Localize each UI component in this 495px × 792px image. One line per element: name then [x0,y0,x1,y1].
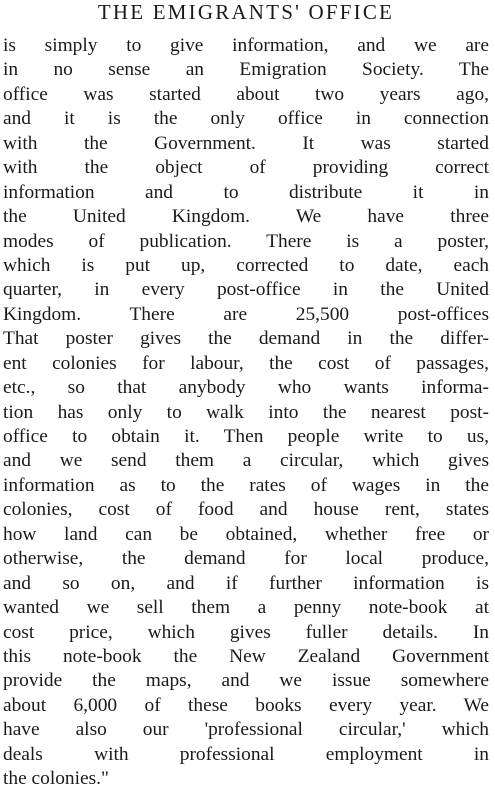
text-line: cost price, which gives fuller details. In [3,621,489,643]
text-line: Kingdom. There are 25,500 post-offices [3,303,489,325]
text-line: deals with professional employment in [3,743,489,765]
text-line: how land can be obtained, whether free or [3,523,489,545]
text-line: office to obtain it. Then people write to us, [3,426,489,447]
text-line: tion has only to walk into the nearest post- [3,401,489,423]
text-line: with the Government. It was started [3,132,489,154]
text-line: office was started about two years ago, [3,83,489,105]
text-line: etc., so that anybody who wants informa- [3,377,489,399]
text-line: which is put up, corrected to date, each [3,254,489,276]
text-line: That poster gives the demand in the differ- [3,328,489,350]
text-line: in no sense an Emigration Society. The [3,59,489,81]
text-line: otherwise, the demand for local produce, [3,548,489,570]
text-line: modes of publication. There is a poster, [3,230,489,252]
text-line: and we send them a circular, which gives [3,450,489,472]
article-body [3,26,489,792]
text-line: have also our 'professional circular,' which [3,719,489,741]
text-line: information as to the rates of wages in the [3,474,489,496]
text-line: about 6,000 of these books every year. We [3,694,489,716]
text-line: the colonies." [3,768,109,790]
text-line: this note-book the New Zealand Government [3,645,489,667]
text-line: with the object of providing correct [3,157,489,179]
text-line: colonies, cost of food and house rent, states [3,499,489,521]
text-line: ent colonies for labour, the cost of passages, [3,352,489,374]
text-line: the United Kingdom. We have three [3,206,489,228]
text-line: and it is the only office in connection [3,108,489,130]
text-line: information and to distribute it in [3,181,489,203]
text-line: and so on, and if further information is [3,572,489,594]
text-line: quarter, in every post-office in the United [3,279,489,301]
text-line: provide the maps, and we issue somewhere [3,670,489,692]
text-line: wanted we sell them a penny note-book at [3,597,489,619]
article-heading: THE EMIGRANTS' OFFICE [97,0,395,24]
text-line: is simply to give information, and we are [3,35,489,56]
